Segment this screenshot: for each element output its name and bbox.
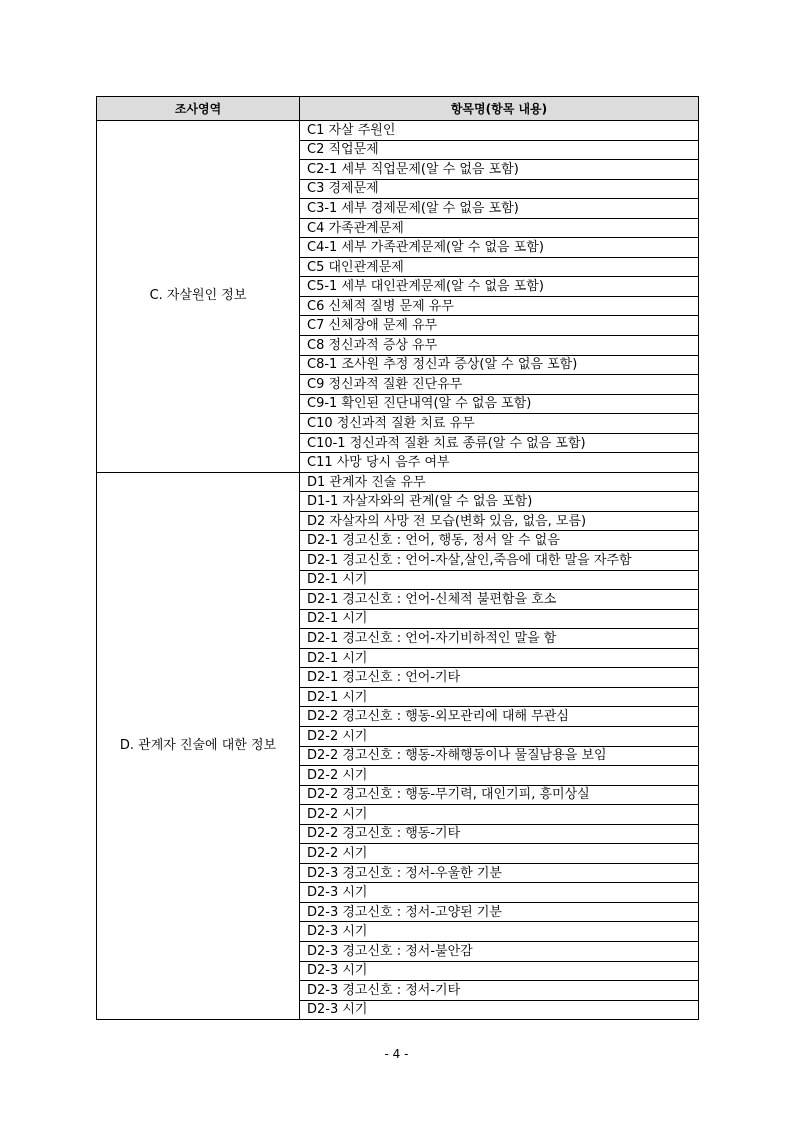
item-cell: D2-3 경고신호 : 정서-불안감: [300, 941, 699, 961]
item-cell: D2 자살자의 사망 전 모습(변화 있음, 없음, 모름): [300, 511, 699, 531]
item-cell: C3 경제문제: [300, 179, 699, 199]
item-cell: D2-2 경고신호 : 행동-외모관리에 대해 무관심: [300, 707, 699, 727]
item-cell: C3-1 세부 경제문제(알 수 없음 포함): [300, 199, 699, 219]
header-item: 항목명(항목 내용): [300, 97, 699, 121]
item-cell: C10-1 정신과적 질환 치료 종류(알 수 없음 포함): [300, 433, 699, 453]
item-cell: D2-1 시기: [300, 609, 699, 629]
item-cell: D2-3 시기: [300, 1000, 699, 1020]
item-cell: D2-1 시기: [300, 570, 699, 590]
item-cell: C7 신체장애 문제 유무: [300, 316, 699, 336]
item-cell: D1 관계자 진술 유무: [300, 472, 699, 492]
item-cell: D2-1 경고신호 : 언어-자기비하적인 말을 함: [300, 629, 699, 649]
item-cell: D2-2 경고신호 : 행동-자해행동이나 물질남용을 보임: [300, 746, 699, 766]
item-cell: C9 정신과적 질환 진단유무: [300, 375, 699, 395]
item-cell: D2-3 경고신호 : 정서-기타: [300, 981, 699, 1001]
area-cell: D. 관계자 진술에 대한 정보: [97, 472, 300, 1019]
item-cell: D2-3 경고신호 : 정서-고양된 기분: [300, 902, 699, 922]
item-cell: C5 대인관계문제: [300, 257, 699, 277]
item-cell: D2-2 시기: [300, 844, 699, 864]
item-cell: C6 신체적 질병 문제 유무: [300, 296, 699, 316]
item-cell: C10 정신과적 질환 치료 유무: [300, 414, 699, 434]
item-cell: C4 가족관계문제: [300, 218, 699, 238]
item-cell: C8-1 조사원 추정 정신과 증상(알 수 없음 포함): [300, 355, 699, 375]
item-cell: D2-3 시기: [300, 922, 699, 942]
item-cell: D2-1 경고신호 : 언어-신체적 불편함을 호소: [300, 590, 699, 610]
item-cell: D2-1 시기: [300, 648, 699, 668]
item-cell: D2-2 경고신호 : 행동-무기력, 대인기피, 흥미상실: [300, 785, 699, 805]
item-cell: C2-1 세부 직업문제(알 수 없음 포함): [300, 160, 699, 180]
item-cell: C9-1 확인된 진단내역(알 수 없음 포함): [300, 394, 699, 414]
item-cell: C2 직업문제: [300, 140, 699, 160]
item-cell: C11 사망 당시 음주 여부: [300, 453, 699, 473]
item-cell: D1-1 자살자와의 관계(알 수 없음 포함): [300, 492, 699, 512]
item-cell: D2-1 경고신호 : 언어-자살,살인,죽음에 대한 말을 자주함: [300, 551, 699, 571]
item-cell: C8 정신과적 증상 유무: [300, 336, 699, 356]
item-cell: D2-1 경고신호 : 언어, 행동, 정서 알 수 없음: [300, 531, 699, 551]
item-cell: D2-2 시기: [300, 766, 699, 786]
item-cell: D2-1 시기: [300, 687, 699, 707]
table-row: [97, 472, 699, 492]
item-cell: D2-3 시기: [300, 883, 699, 903]
item-cell: D2-1 경고신호 : 언어-기타: [300, 668, 699, 688]
table-row: [97, 121, 699, 141]
item-cell: D2-3 경고신호 : 정서-우울한 기분: [300, 863, 699, 883]
table-body: [97, 121, 699, 1020]
item-cell: C1 자살 주원인: [300, 121, 699, 141]
item-cell: D2-2 시기: [300, 726, 699, 746]
item-cell: D2-2 경고신호 : 행동-기타: [300, 824, 699, 844]
header-area: 조사영역: [97, 97, 300, 121]
item-cell: C4-1 세부 가족관계문제(알 수 없음 포함): [300, 238, 699, 258]
survey-items-table: [96, 96, 699, 1020]
item-cell: C5-1 세부 대인관계문제(알 수 없음 포함): [300, 277, 699, 297]
item-cell: D2-3 시기: [300, 961, 699, 981]
area-cell: C. 자살원인 정보: [97, 121, 300, 473]
page-number: - 4 -: [384, 1047, 409, 1061]
item-cell: D2-2 시기: [300, 805, 699, 825]
table-header-row: [97, 97, 699, 121]
